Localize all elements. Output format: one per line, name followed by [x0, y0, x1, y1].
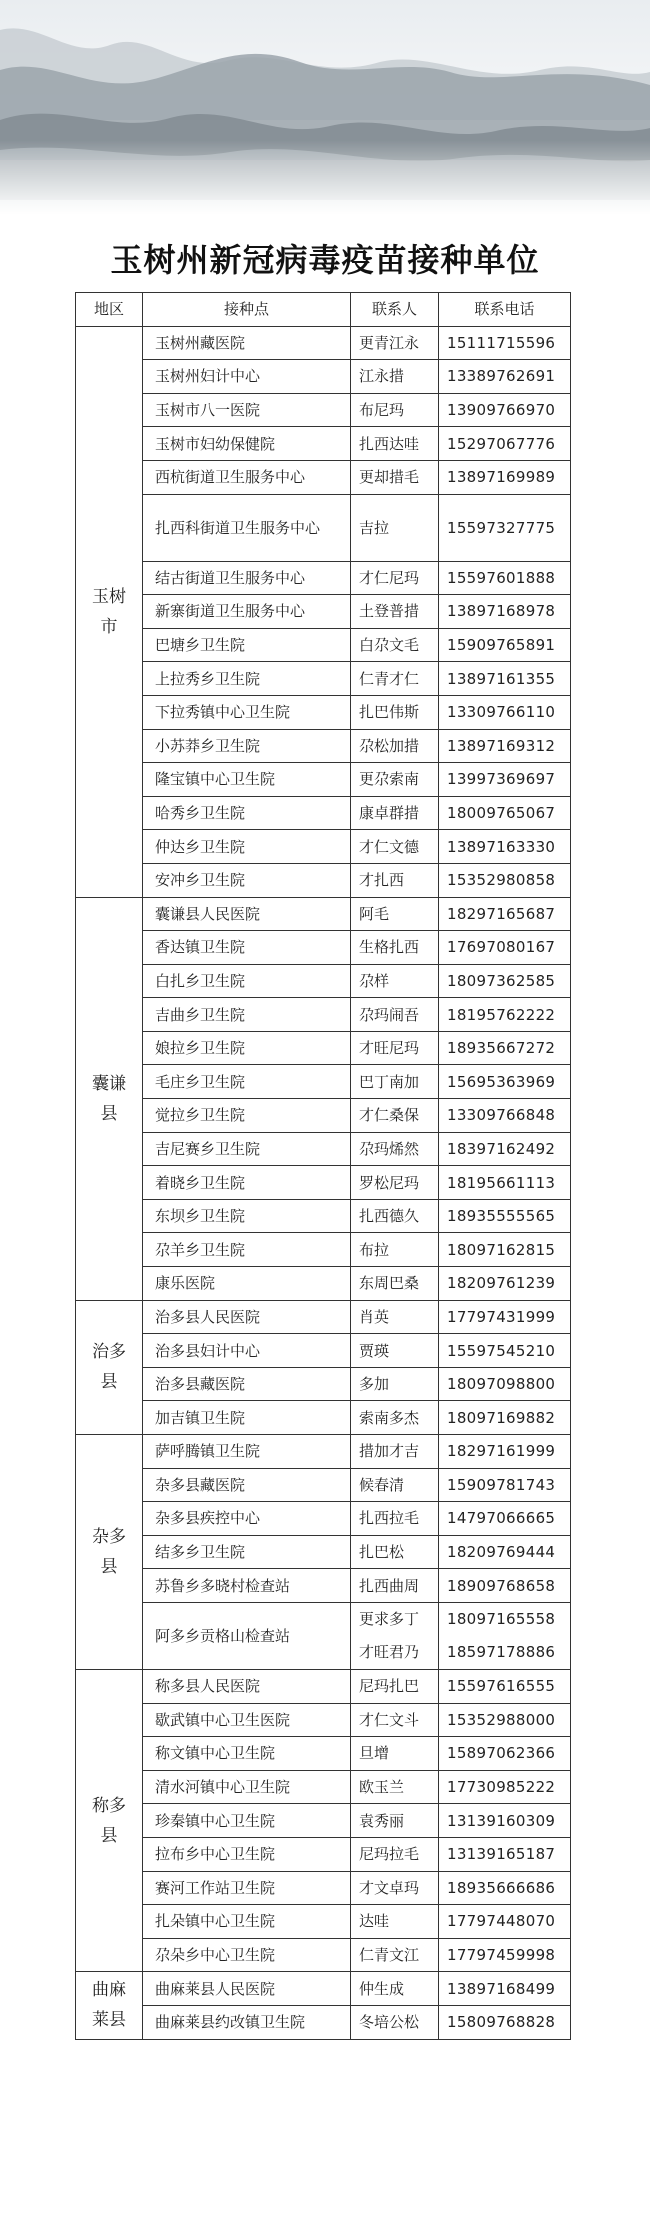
region-cell: 称多县 — [76, 1669, 143, 1971]
phone-cell: 13997369697 — [439, 763, 571, 797]
contact-cell: 康卓群措 — [351, 796, 439, 830]
contact-cell: 尕样 — [351, 964, 439, 998]
site-cell: 上拉秀乡卫生院 — [143, 662, 351, 696]
site-cell: 白扎乡卫生院 — [143, 964, 351, 998]
table-row — [76, 393, 571, 427]
mountain-landscape-banner — [0, 0, 650, 215]
contact-cell: 扎巴伟斯 — [351, 695, 439, 729]
site-cell: 尕羊乡卫生院 — [143, 1233, 351, 1267]
site-cell: 新寨街道卫生服务中心 — [143, 595, 351, 629]
site-cell: 巴塘乡卫生院 — [143, 628, 351, 662]
table-row — [76, 1535, 571, 1569]
phone-cell: 15352980858 — [439, 863, 571, 897]
phone-cell: 17730985222 — [439, 1770, 571, 1804]
contact-cell: 才扎西 — [351, 863, 439, 897]
phone-cell: 18097169882 — [439, 1401, 571, 1435]
phone-cell: 18909768658 — [439, 1569, 571, 1603]
table-row — [76, 1031, 571, 1065]
site-cell: 囊谦县人民医院 — [143, 897, 351, 931]
table-row — [76, 1972, 571, 2006]
table-row — [76, 662, 571, 696]
phone-cell: 18297161999 — [439, 1435, 571, 1469]
table-row — [76, 360, 571, 394]
phone-cell: 15897062366 — [439, 1737, 571, 1771]
header-contact: 联系人 — [351, 293, 439, 327]
table-row — [76, 897, 571, 931]
table-header-row — [76, 293, 571, 327]
site-cell: 拉布乡中心卫生院 — [143, 1837, 351, 1871]
site-cell: 仲达乡卫生院 — [143, 830, 351, 864]
table-row — [76, 1837, 571, 1871]
site-cell: 小苏莽乡卫生院 — [143, 729, 351, 763]
phone-cell: 15809768828 — [439, 2005, 571, 2039]
table-row — [76, 1804, 571, 1838]
phone-cell: 13389762691 — [439, 360, 571, 394]
phone-cell: 18195762222 — [439, 998, 571, 1032]
phone-cell: 15909781743 — [439, 1468, 571, 1502]
table-row — [76, 326, 571, 360]
contact-cell: 索南多杰 — [351, 1401, 439, 1435]
table-row — [76, 729, 571, 763]
phone-cell: 18009765067 — [439, 796, 571, 830]
table-row — [76, 964, 571, 998]
site-cell: 西杭街道卫生服务中心 — [143, 460, 351, 494]
site-cell: 吉曲乡卫生院 — [143, 998, 351, 1032]
contact-cell: 吉拉 — [351, 494, 439, 561]
table-row — [76, 1938, 571, 1972]
table-row — [76, 1435, 571, 1469]
phone-cell: 17697080167 — [439, 931, 571, 965]
table-row — [76, 1871, 571, 1905]
table-row — [76, 830, 571, 864]
site-cell: 治多县妇计中心 — [143, 1334, 351, 1368]
region-cell: 囊谦县 — [76, 897, 143, 1300]
table-row — [76, 494, 571, 561]
phone-cell: 13897168978 — [439, 595, 571, 629]
phone-cell: 14797066665 — [439, 1502, 571, 1536]
site-cell: 下拉秀镇中心卫生院 — [143, 695, 351, 729]
table-row — [76, 695, 571, 729]
phone-cell: 13909766970 — [439, 393, 571, 427]
site-cell: 治多县藏医院 — [143, 1367, 351, 1401]
phone-cell: 13139165187 — [439, 1837, 571, 1871]
site-cell: 珍秦镇中心卫生院 — [143, 1804, 351, 1838]
phone-cell: 15695363969 — [439, 1065, 571, 1099]
contact-cell: 仲生成 — [351, 1972, 439, 2006]
site-cell: 隆宝镇中心卫生院 — [143, 763, 351, 797]
site-cell: 玉树州藏医院 — [143, 326, 351, 360]
phone-cell: 15597616555 — [439, 1669, 571, 1703]
contact-cell: 才仁文斗 — [351, 1703, 439, 1737]
phone-cell: 15111715596 — [439, 326, 571, 360]
contact-cell: 冬培公松 — [351, 2005, 439, 2039]
phone-cell: 18209769444 — [439, 1535, 571, 1569]
site-cell: 扎西科街道卫生服务中心 — [143, 494, 351, 561]
phone-cell: 17797448070 — [439, 1905, 571, 1939]
site-cell: 着晓乡卫生院 — [143, 1166, 351, 1200]
table-row — [76, 427, 571, 461]
table-row — [76, 1199, 571, 1233]
contact-cell: 才仁桑保 — [351, 1099, 439, 1133]
contact-cell: 更却措毛 — [351, 460, 439, 494]
site-cell: 康乐医院 — [143, 1267, 351, 1301]
phone-cell: 17797431999 — [439, 1300, 571, 1334]
table-row — [76, 561, 571, 595]
phone-cell: 13309766848 — [439, 1099, 571, 1133]
table-row — [76, 1300, 571, 1334]
contact-cell: 候春清 — [351, 1468, 439, 1502]
contact-cell: 扎西曲周 — [351, 1569, 439, 1603]
site-cell: 尕朵乡中心卫生院 — [143, 1938, 351, 1972]
phone-cell: 18935555565 — [439, 1199, 571, 1233]
site-cell: 称多县人民医院 — [143, 1669, 351, 1703]
contact-cell: 才旺尼玛 — [351, 1031, 439, 1065]
contact-cell: 扎西德久 — [351, 1199, 439, 1233]
table-row — [76, 595, 571, 629]
table-row — [76, 1099, 571, 1133]
region-cell: 玉树市 — [76, 326, 143, 897]
phone-cell: 18209761239 — [439, 1267, 571, 1301]
phone-cell: 18097362585 — [439, 964, 571, 998]
table-row — [76, 1770, 571, 1804]
table-row — [76, 998, 571, 1032]
table-row — [76, 1502, 571, 1536]
phone-cell — [439, 1602, 571, 1669]
table-row — [76, 1602, 571, 1669]
table-row — [76, 1233, 571, 1267]
phone-number: 18597178886 — [447, 1642, 556, 1661]
phone-cell: 18935667272 — [439, 1031, 571, 1065]
table-row — [76, 1334, 571, 1368]
phone-cell: 18097162815 — [439, 1233, 571, 1267]
table-row — [76, 460, 571, 494]
site-cell: 加吉镇卫生院 — [143, 1401, 351, 1435]
phone-cell: 18195661113 — [439, 1166, 571, 1200]
contact-cell: 布拉 — [351, 1233, 439, 1267]
header-phone: 联系电话 — [439, 293, 571, 327]
header-site: 接种点 — [143, 293, 351, 327]
table-row — [76, 1367, 571, 1401]
phone-cell: 15297067776 — [439, 427, 571, 461]
table-row — [76, 2005, 571, 2039]
page-title: 玉树州新冠病毒疫苗接种单位 — [110, 241, 540, 279]
table-row — [76, 1468, 571, 1502]
table-row — [76, 1703, 571, 1737]
contact-cell: 肖英 — [351, 1300, 439, 1334]
contact-cell: 白尕文毛 — [351, 628, 439, 662]
contact-cell: 扎巴松 — [351, 1535, 439, 1569]
contact-cell: 尕松加措 — [351, 729, 439, 763]
contact-cell: 扎西拉毛 — [351, 1502, 439, 1536]
phone-cell: 15597601888 — [439, 561, 571, 595]
table-row — [76, 1132, 571, 1166]
region-cell: 杂多县 — [76, 1435, 143, 1670]
contact-cell: 仁青文江 — [351, 1938, 439, 1972]
table-row — [76, 1401, 571, 1435]
contact-cell: 更尕索南 — [351, 763, 439, 797]
phone-cell: 13309766110 — [439, 695, 571, 729]
contact-cell: 尕玛烯然 — [351, 1132, 439, 1166]
table-row — [76, 796, 571, 830]
site-cell: 毛庄乡卫生院 — [143, 1065, 351, 1099]
phone-cell: 18097098800 — [439, 1367, 571, 1401]
table-row — [76, 1737, 571, 1771]
phone-cell: 15597327775 — [439, 494, 571, 561]
table-body — [76, 326, 571, 2039]
phone-cell: 18397162492 — [439, 1132, 571, 1166]
site-cell: 萨呼腾镇卫生院 — [143, 1435, 351, 1469]
site-cell: 玉树州妇计中心 — [143, 360, 351, 394]
contact-cell: 旦增 — [351, 1737, 439, 1771]
table-row — [76, 863, 571, 897]
contact-cell: 扎西达哇 — [351, 427, 439, 461]
table-row — [76, 1569, 571, 1603]
contact-cell: 才仁文德 — [351, 830, 439, 864]
site-cell: 称文镇中心卫生院 — [143, 1737, 351, 1771]
contact-cell: 才仁尼玛 — [351, 561, 439, 595]
site-cell: 东坝乡卫生院 — [143, 1199, 351, 1233]
site-cell: 曲麻莱县约改镇卫生院 — [143, 2005, 351, 2039]
contact-cell: 尼玛扎巴 — [351, 1669, 439, 1703]
contact-name: 才旺君乃 — [359, 1642, 420, 1661]
contact-cell: 仁青才仁 — [351, 662, 439, 696]
table-row — [76, 1905, 571, 1939]
site-cell: 香达镇卫生院 — [143, 931, 351, 965]
contact-cell: 罗松尼玛 — [351, 1166, 439, 1200]
contact-cell: 土登普措 — [351, 595, 439, 629]
site-cell: 哈秀乡卫生院 — [143, 796, 351, 830]
contact-cell: 措加才吉 — [351, 1435, 439, 1469]
table-row — [76, 1669, 571, 1703]
phone-cell: 15597545210 — [439, 1334, 571, 1368]
phone-cell: 13897169989 — [439, 460, 571, 494]
site-cell: 结多乡卫生院 — [143, 1535, 351, 1569]
site-cell: 结古街道卫生服务中心 — [143, 561, 351, 595]
site-cell: 阿多乡贡格山检查站 — [143, 1602, 351, 1669]
table-row — [76, 1166, 571, 1200]
phone-cell: 13897163330 — [439, 830, 571, 864]
contact-cell: 袁秀丽 — [351, 1804, 439, 1838]
phone-cell: 13139160309 — [439, 1804, 571, 1838]
contact-cell — [351, 1602, 439, 1669]
phone-cell: 13897161355 — [439, 662, 571, 696]
phone-cell: 17797459998 — [439, 1938, 571, 1972]
phone-number: 18097165558 — [447, 1609, 556, 1628]
site-cell: 清水河镇中心卫生院 — [143, 1770, 351, 1804]
phone-cell: 15909765891 — [439, 628, 571, 662]
site-cell: 扎朵镇中心卫生院 — [143, 1905, 351, 1939]
contact-cell: 多加 — [351, 1367, 439, 1401]
site-cell: 玉树市妇幼保健院 — [143, 427, 351, 461]
phone-cell: 18297165687 — [439, 897, 571, 931]
site-cell: 杂多县藏医院 — [143, 1468, 351, 1502]
header-region: 地区 — [76, 293, 143, 327]
contact-name: 更求多丁 — [359, 1609, 420, 1628]
site-cell: 苏鲁乡多晓村检查站 — [143, 1569, 351, 1603]
table-row — [76, 628, 571, 662]
contact-cell: 江永措 — [351, 360, 439, 394]
contact-cell: 尼玛拉毛 — [351, 1837, 439, 1871]
phone-cell: 13897168499 — [439, 1972, 571, 2006]
contact-cell: 阿毛 — [351, 897, 439, 931]
site-cell: 治多县人民医院 — [143, 1300, 351, 1334]
site-cell: 杂多县疾控中心 — [143, 1502, 351, 1536]
contact-cell: 巴丁南加 — [351, 1065, 439, 1099]
phone-cell: 18935666686 — [439, 1871, 571, 1905]
contact-cell: 达哇 — [351, 1905, 439, 1939]
table-row — [76, 1065, 571, 1099]
phone-cell: 15352988000 — [439, 1703, 571, 1737]
site-cell: 玉树市八一医院 — [143, 393, 351, 427]
site-cell: 吉尼赛乡卫生院 — [143, 1132, 351, 1166]
site-cell: 觉拉乡卫生院 — [143, 1099, 351, 1133]
table-row — [76, 1267, 571, 1301]
contact-cell: 欧玉兰 — [351, 1770, 439, 1804]
region-cell: 曲麻莱县 — [76, 1972, 143, 2039]
site-cell: 赛河工作站卫生院 — [143, 1871, 351, 1905]
contact-cell: 东周巴桑 — [351, 1267, 439, 1301]
vaccination-sites-table — [75, 292, 571, 2040]
table-row — [76, 931, 571, 965]
site-cell: 安冲乡卫生院 — [143, 863, 351, 897]
site-cell: 歇武镇中心卫生医院 — [143, 1703, 351, 1737]
contact-cell: 布尼玛 — [351, 393, 439, 427]
contact-cell: 贾瑛 — [351, 1334, 439, 1368]
site-cell: 娘拉乡卫生院 — [143, 1031, 351, 1065]
contact-cell: 生格扎西 — [351, 931, 439, 965]
site-cell: 曲麻莱县人民医院 — [143, 1972, 351, 2006]
region-cell: 治多县 — [76, 1300, 143, 1434]
phone-cell: 13897169312 — [439, 729, 571, 763]
contact-cell: 更青江永 — [351, 326, 439, 360]
table-row — [76, 763, 571, 797]
contact-cell: 尕玛闹吾 — [351, 998, 439, 1032]
contact-cell: 才文卓玛 — [351, 1871, 439, 1905]
